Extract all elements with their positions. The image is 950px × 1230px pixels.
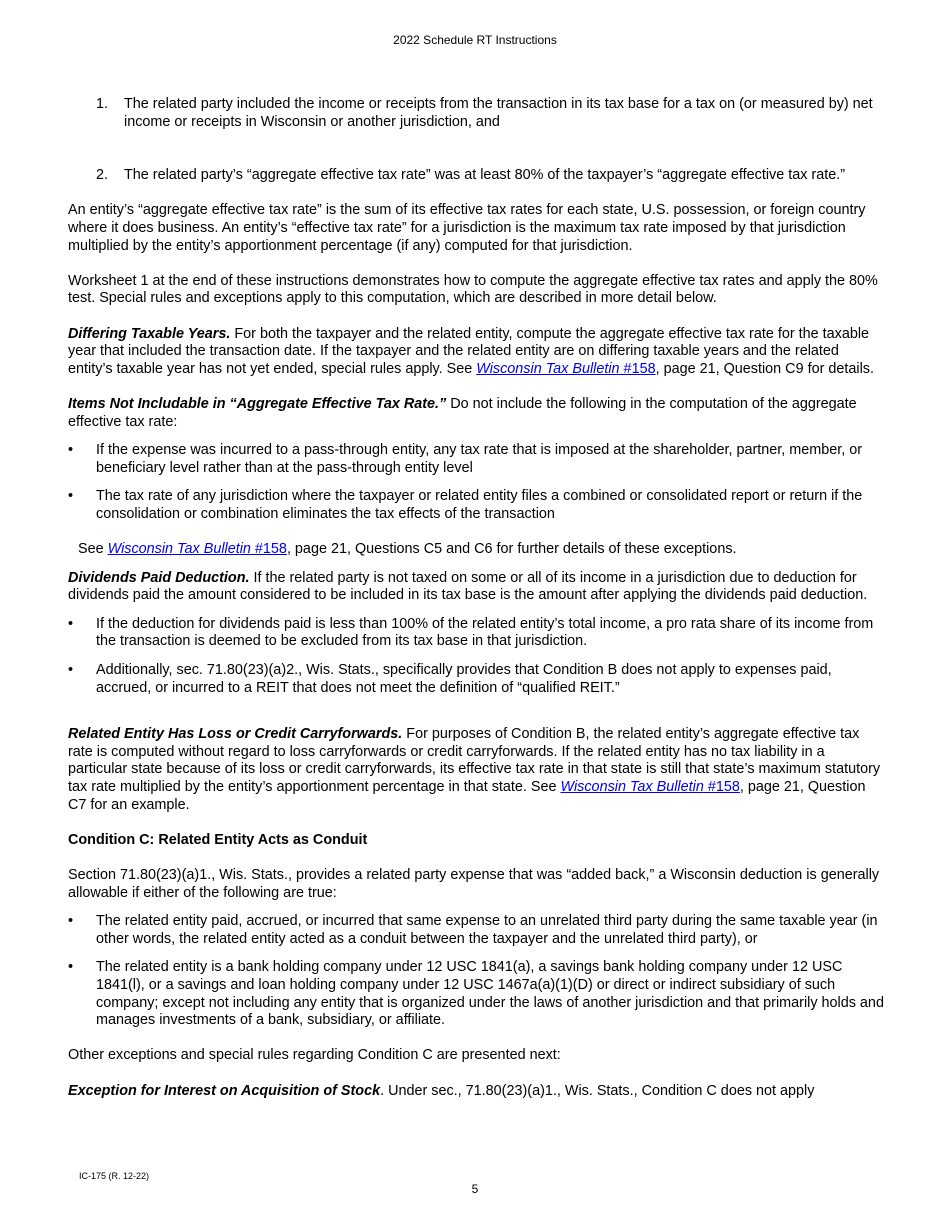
paragraph-text: . Under sec., 71.80(23)(a)1., Wis. Stats., Condition C does not apply bbox=[380, 1082, 815, 1099]
section-heading: Differing Taxable Years. bbox=[68, 325, 231, 342]
numbered-item-2 bbox=[68, 167, 886, 185]
section-heading: Related Entity Has Loss or Credit Carryforwards. bbox=[68, 726, 403, 743]
paragraph-text: For both the taxpayer and the related entity, compute the aggregate effective tax rate for the taxable year that included the transaction date. If the taxpayer and the related entity are on differing taxable years and the related entity’s taxable year has not yet ended, special rules apply. See bbox=[68, 325, 870, 377]
tax-bulletin-link[interactable]: Wisconsin Tax Bulletin #158 bbox=[560, 779, 740, 795]
list-item: • The related entity paid, accrued, or incurred that same expense to an unrelated third party during the same taxable year (in other words, the related entity acted as a conduit between the taxpayer and the unrelated third party), or bbox=[68, 913, 878, 947]
list-item: • The related entity is a bank holding company under 12 USC 1841(a), a savings bank holding company under 12 USC 1841(l), or a savings and loan holding company under 12 USC 1467a(a)(1)(D) or direct or indirect subsidiary of such company; except not including any entity that is organized under the laws of another jurisdiction and that primarily holds and manages investments of a bank, subsidiary, or affiliate. bbox=[68, 959, 884, 1029]
dividends-paragraph bbox=[68, 570, 886, 605]
page-number: 5 bbox=[471, 1182, 479, 1196]
paragraph-text: Do not include the following in the computation of the aggregate effective tax rate: bbox=[68, 395, 857, 430]
bullet-icon: • bbox=[68, 488, 74, 505]
carryforwards-paragraph: Related Entity Has Loss or Credit Carryforwards. For purposes of Condition B, the related entity’s aggregate effective tax rate is computed without regard to loss carryforwards or credit carryforwards. If the related entity has no tax liability in a particular state because of its loss or credit carryforwards, its effective tax rate in that state is still that state’s maximum statutory tax rate multiplied by the entity’s apportionment percentage in that state. See Wisconsin Tax Bulletin #158, page 21, Question C7 for an example. bbox=[68, 726, 881, 813]
tax-bulletin-link[interactable]: Wisconsin Tax Bulletin #158 bbox=[107, 541, 287, 558]
differing-years-paragraph: Differing Taxable Years. For both the taxpayer and the related entity, compute the aggregate effective tax rate for the taxable year that included the transaction date. If the taxpayer and the related entity are on differing taxable years and the related entity’s taxable year has not yet ended, special rules apply. See Wisconsin Tax Bulletin #158, page 21, Question C9 for details. bbox=[68, 325, 874, 377]
bullet-icon: • bbox=[68, 913, 74, 930]
paragraph-text: If the related party is not taxed on some or all of its income in a jurisdiction due to deduction for dividends paid the amount considered to be included in its tax base is the amount after applying the dividends paid deduction. bbox=[68, 569, 868, 604]
page-header: 2022 Schedule RT Instructions bbox=[393, 33, 557, 47]
item-number: 2. bbox=[96, 167, 109, 184]
other-exceptions-paragraph: Other exceptions and special rules regarding Condition C are presented next: bbox=[68, 1047, 561, 1064]
bullet-icon: • bbox=[68, 615, 74, 632]
item-number: 1. bbox=[96, 96, 109, 112]
bullet-icon: • bbox=[68, 442, 74, 459]
bullet-icon: • bbox=[68, 662, 74, 679]
aggregate-rate-definition: An entity’s “aggregate effective tax rate” is the sum of its effective tax rates for each state, U.S. possession, or foreign country where it does business. An entity’s “effective tax rate” for a jurisdiction is the maximum tax rate imposed by that jurisdiction multiplied by the entity’s apportionment percentage (if any) computed for that jurisdiction. bbox=[68, 202, 866, 254]
item-text: The related party included the income or receipts from the transaction in its tax base for a tax on (or measured by) net income or receipts in Wisconsin or another jurisdiction, and bbox=[124, 96, 873, 130]
condition-c-heading: Condition C: Related Entity Acts as Conduit bbox=[68, 831, 368, 848]
numbered-item-1 bbox=[68, 96, 886, 131]
list-item: • If the deduction for dividends paid is less than 100% of the related entity’s total income, a pro rata share of its income from the transaction is deemed to be excluded from its tax base in that jurisdiction. bbox=[68, 615, 874, 650]
worksheet-paragraph: Worksheet 1 at the end of these instructions demonstrates how to compute the aggregate effective tax rates and apply the 80% test. Special rules and exceptions apply to this computation, which are described in more detail below. bbox=[68, 272, 878, 307]
section-heading: Exception for Interest on Acquisition of Stock bbox=[68, 1082, 381, 1099]
bullet-icon: • bbox=[68, 959, 74, 976]
items-not-includable-paragraph bbox=[68, 396, 886, 431]
list-item: • If the expense was incurred to a pass-through entity, any tax rate that is imposed at the shareholder, partner, member, or beneficiary level rather than at the pass-through entity level bbox=[68, 442, 863, 476]
form-id: IC-175 (R. 12-22) bbox=[79, 1171, 150, 1181]
paragraph-text: For purposes of Condition B, the related entity’s aggregate effective tax rate is computed without regard to loss carryforwards or credit carryforwards. If the related entity has no tax liability in a particular state because of its loss or credit carryforwards, its effective tax rate in that state is still that state’s maximum statutory tax rate multiplied by the entity’s apportionment percentage in that state. See bbox=[68, 726, 881, 795]
section-heading: Items Not Includable in “Aggregate Effective Tax Rate.” bbox=[68, 395, 447, 412]
tax-bulletin-link[interactable]: Wisconsin Tax Bulletin #158 bbox=[476, 360, 656, 377]
document-body bbox=[68, 96, 886, 1100]
see-bulletin-paragraph: See Wisconsin Tax Bulletin #158, page 21, Questions C5 and C6 for further details of these exceptions. bbox=[78, 541, 737, 558]
item-text: The related party’s “aggregate effective tax rate” was at least 80% of the taxpayer’s “aggregate effective tax rate.” bbox=[124, 167, 846, 184]
condition-c-intro: Section 71.80(23)(a)1., Wis. Stats., provides a related party expense that was “added back,” a Wisconsin deduction is generally allowable if either of the following are true: bbox=[68, 866, 880, 901]
list-item: • The tax rate of any jurisdiction where the taxpayer or related entity files a combined or consolidated report or return if the consolidation or combination eliminates the tax effects of the transaction bbox=[68, 488, 863, 522]
exception-paragraph bbox=[68, 1083, 886, 1101]
section-heading: Dividends Paid Deduction. bbox=[68, 569, 250, 586]
list-item: • Additionally, sec. 71.80(23)(a)2., Wis. Stats., specifically provides that Condition B does not apply to expenses paid, accrued, or incurred to a REIT that does not meet the definition of “qualified REIT.” bbox=[68, 662, 832, 696]
